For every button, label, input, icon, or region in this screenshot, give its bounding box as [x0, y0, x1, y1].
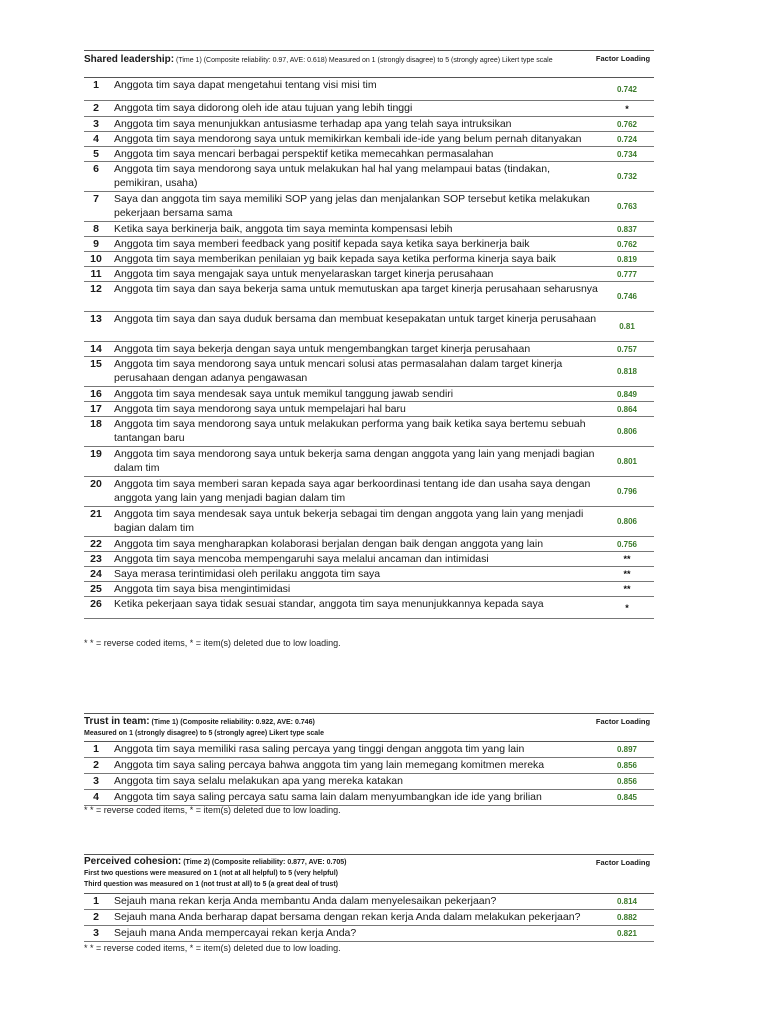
item-number: 4	[93, 133, 99, 145]
table-row	[84, 402, 654, 417]
item-number: 19	[90, 448, 102, 460]
table-row	[84, 192, 654, 222]
table-row	[84, 597, 654, 619]
item-number: 3	[93, 118, 99, 130]
footnote: * * = reverse coded items, * = item(s) deleted due to low loading.	[84, 638, 341, 648]
item-number: 24	[90, 568, 102, 580]
item-text: Anggota tim saya mendorong saya untuk melakukan performa yang baik ketika saya bertemu sebuah tantangan baru	[114, 418, 586, 444]
table-row	[84, 387, 654, 402]
item-number: 18	[90, 418, 102, 430]
shared-leadership-rows	[84, 78, 654, 619]
factor-loading-value: *	[625, 602, 629, 613]
item-text: Anggota tim saya memberikan penilaian yg baik kepada saya ketika performa kinerja saya baik	[114, 253, 556, 265]
item-number: 6	[93, 163, 99, 175]
factor-loading-value: 0.806	[616, 517, 638, 526]
item-text: Anggota tim saya mendesak saya untuk memikul tanggung jawab sendiri	[114, 388, 454, 400]
item-number: 11	[90, 268, 102, 280]
item-number: 8	[93, 223, 99, 235]
table-row	[84, 477, 654, 507]
table-row	[84, 147, 654, 162]
shared-leadership-table	[84, 50, 654, 619]
table-row	[84, 582, 654, 597]
factor-loading-value: 0.849	[616, 389, 638, 399]
item-text: Anggota tim saya dan saya bekerja sama untuk memutuskan apa target kinerja perusahaan seharusnya	[114, 283, 598, 295]
factor-loading-value: **	[623, 584, 631, 594]
table-row	[84, 237, 654, 252]
table-row	[84, 507, 654, 537]
factor-loading-value: 0.746	[616, 292, 638, 301]
table-row	[84, 417, 654, 447]
item-number: 1	[93, 895, 99, 907]
section-meta: (Time 1) (Composite reliability: 0.922, AVE: 0.746)	[151, 719, 315, 726]
factor-loading-value: 0.856	[616, 761, 638, 770]
item-number: 1	[93, 79, 99, 91]
item-text: Anggota tim saya mengajak saya untuk menyelaraskan target kinerja perusahaan	[114, 268, 494, 280]
item-text: Anggota tim saya mencari berbagai perspektif ketika memecahkan permasalahan	[114, 148, 494, 160]
factor-loading-value: 0.882	[616, 913, 638, 922]
item-text: Ketika pekerjaan saya tidak sesuai standar, anggota tim saya menunjukkannya kepada saya	[114, 598, 544, 610]
item-text: Anggota tim saya memberi feedback yang positif kepada saya ketika saya berkinerja baik	[114, 238, 530, 250]
table-row	[84, 312, 654, 342]
item-number: 25	[90, 583, 102, 595]
perceived-cohesion-header	[84, 854, 654, 894]
factor-loading-value: 0.821	[616, 929, 638, 938]
factor-loading-value: 0.796	[616, 487, 638, 496]
factor-loading-value: 0.81	[619, 322, 635, 331]
section-title: Trust in team:	[84, 716, 150, 727]
item-text: Anggota tim saya memiliki rasa saling percaya yang tinggi dengan anggota tim yang lain	[114, 743, 525, 755]
factor-loading-value: *	[625, 103, 629, 114]
footnote: * * = reverse coded items, * = item(s) deleted due to low loading.	[84, 805, 341, 815]
item-number: 4	[93, 791, 99, 803]
item-number: 9	[93, 238, 99, 250]
table-row	[84, 162, 654, 192]
factor-loading-label: Factor Loading	[595, 717, 651, 726]
table-row	[84, 282, 654, 312]
table-row	[84, 742, 654, 758]
item-text: Anggota tim saya mencoba mempengaruhi saya melalui ancaman dan intimidasi	[114, 553, 489, 565]
item-number: 12	[90, 283, 102, 295]
table-row	[84, 117, 654, 132]
table-row	[84, 357, 654, 387]
table-row	[84, 774, 654, 790]
factor-loading-value: **	[623, 569, 631, 579]
item-number: 3	[93, 775, 99, 787]
trust-in-team-table	[84, 713, 654, 806]
section-meta-2: First two questions were measured on 1 (not at all helpful) to 5 (very helpful)	[84, 870, 338, 877]
table-row	[84, 252, 654, 267]
factor-loading-value: 0.806	[616, 427, 638, 436]
factor-loading-value: 0.837	[616, 224, 638, 234]
item-number: 14	[90, 343, 102, 355]
table-row	[84, 267, 654, 282]
section-meta-2: Measured on 1 (strongly disagree) to 5 (strongly agree) Likert type scale	[84, 730, 325, 737]
factor-loading-value: 0.897	[616, 745, 638, 754]
item-number: 22	[90, 538, 102, 550]
factor-loading-value: 0.818	[616, 367, 638, 376]
item-number: 1	[93, 743, 99, 755]
item-text: Anggota tim saya mengharapkan kolaborasi berjalan dengan baik dengan anggota yang lain	[114, 538, 544, 550]
factor-loading-value: 0.762	[616, 239, 638, 249]
table-row	[84, 552, 654, 567]
item-number: 10	[90, 253, 102, 265]
item-text: Sejauh mana Anda mempercayai rekan kerja Anda?	[114, 927, 357, 939]
factor-loading-value: 0.856	[616, 777, 638, 786]
item-text: Anggota tim saya mendorong saya untuk bekerja sama dengan anggota yang lain yang menjadi bagian dalam tim	[114, 448, 595, 474]
table-row	[84, 926, 654, 942]
section-title: Shared leadership:	[84, 54, 175, 65]
item-text: Sejauh mana rekan kerja Anda membantu Anda dalam menyelesaikan pekerjaan?	[114, 895, 497, 907]
item-number: 7	[93, 193, 99, 205]
table-row	[84, 758, 654, 774]
item-text: Anggota tim saya memberi saran kepada saya agar berkoordinasi tentang ide dan usaha saya dengan anggota yang lain yang menjadi bagian dalam tim	[114, 478, 591, 504]
section-meta-3: Third question was measured on 1 (not trust at all) to 5 (a great deal of trust)	[84, 881, 338, 888]
factor-loading-value: 0.864	[616, 404, 638, 414]
item-number: 2	[93, 911, 99, 923]
item-number: 21	[90, 508, 102, 520]
table-row	[84, 910, 654, 926]
item-number: 2	[93, 102, 99, 114]
item-text: Anggota tim saya mendesak saya untuk bekerja sebagai tim dengan anggota yang lain yang menjadi bagian dalam tim	[114, 508, 584, 534]
table-row	[84, 78, 654, 101]
item-text: Saya merasa terintimidasi oleh perilaku anggota tim saya	[114, 568, 381, 580]
factor-loading-value: 0.757	[616, 344, 638, 354]
factor-loading-value: 0.801	[616, 457, 638, 466]
factor-loading-value: 0.756	[616, 539, 638, 549]
factor-loading-value: 0.762	[616, 119, 638, 129]
item-text: Anggota tim saya mendorong saya untuk mempelajari hal baru	[114, 403, 406, 415]
table-row	[84, 567, 654, 582]
factor-loading-value: 0.845	[616, 793, 638, 802]
table-row	[84, 894, 654, 910]
factor-loading-value: 0.777	[616, 269, 638, 279]
item-number: 23	[90, 553, 102, 565]
item-number: 13	[90, 313, 102, 325]
item-text: Ketika saya berkinerja baik, anggota tim saya meminta kompensasi lebih	[114, 223, 453, 235]
factor-loading-value: 0.734	[616, 149, 638, 159]
item-text: Saya dan anggota tim saya memiliki SOP yang jelas dan menjalankan SOP tersebut ketika melakukan pekerjaan bersama sama	[114, 193, 590, 219]
item-text: Anggota tim saya mendorong saya untuk memikirkan kembali ide-ide yang belum pernah ditanyakan	[114, 133, 582, 145]
item-text: Sejauh mana Anda berharap dapat bersama dengan rekan kerja Anda dalam melakukan pekerjaan?	[114, 911, 581, 923]
item-text: Anggota tim saya bisa mengintimidasi	[114, 583, 291, 595]
item-number: 26	[90, 598, 102, 610]
trust-in-team-header	[84, 713, 654, 742]
item-text: Anggota tim saya saling percaya satu sama lain dalam menyumbangkan ide ide yang brilian	[114, 791, 542, 803]
item-text: Anggota tim saya menunjukkan antusiasme terhadap apa yang telah saya intruksikan	[114, 118, 512, 130]
item-number: 2	[93, 759, 99, 771]
item-text: Anggota tim saya bekerja dengan saya untuk mengembangkan target kinerja perusahaan	[114, 343, 531, 355]
item-number: 3	[93, 927, 99, 939]
factor-loading-value: 0.814	[616, 897, 638, 906]
section-meta: (Time 1) (Composite reliability: 0.97, AVE: 0.618) Measured on 1 (strongly disagree) to 5 (strongly agree) Likert type scale	[175, 57, 553, 64]
item-number: 20	[90, 478, 102, 490]
table-row	[84, 342, 654, 357]
factor-loading-label: Factor Loading	[595, 858, 651, 867]
table-row	[84, 132, 654, 147]
item-text: Anggota tim saya dan saya duduk bersama dan membuat kesepakatan untuk target kinerja perusahaan	[114, 313, 597, 325]
factor-loading-value: 0.732	[616, 172, 638, 181]
factor-loading-value: 0.724	[616, 134, 638, 144]
item-number: 15	[90, 358, 102, 370]
table-row	[84, 101, 654, 117]
footnote: * * = reverse coded items, * = item(s) deleted due to low loading.	[84, 943, 341, 953]
section-title: Perceived cohesion:	[84, 856, 182, 867]
item-text: Anggota tim saya selalu melakukan apa yang mereka katakan	[114, 775, 403, 787]
factor-loading-value: 0.819	[616, 254, 638, 264]
item-text: Anggota tim saya mendorong saya untuk mencari solusi atas permasalahan dalam target kinerja perusahaan dengan adanya pengawasan	[114, 358, 563, 384]
item-number: 16	[90, 388, 102, 400]
factor-loading-value: 0.742	[616, 84, 638, 94]
factor-loading-value: **	[623, 554, 631, 564]
item-text: Anggota tim saya didorong oleh ide atau tujuan yang lebih tinggi	[114, 102, 413, 114]
factor-loading-value: 0.763	[616, 202, 638, 211]
table-row	[84, 790, 654, 806]
item-text: Anggota tim saya mendorong saya untuk melakukan hal hal yang melampaui batas (tindakan, pemikiran, usaha)	[114, 163, 551, 189]
item-text: Anggota tim saya saling percaya bahwa anggota tim yang lain memegang komitmen mereka	[114, 759, 545, 771]
section-meta: (Time 2) (Composite reliability: 0.877, AVE: 0.705)	[183, 859, 347, 866]
table-row	[84, 447, 654, 477]
item-text: Anggota tim saya dapat mengetahui tentang visi misi tim	[114, 79, 377, 91]
table-row	[84, 537, 654, 552]
shared-leadership-header	[84, 50, 654, 78]
perceived-cohesion-table	[84, 854, 654, 942]
trust-in-team-rows	[84, 742, 654, 806]
perceived-cohesion-rows	[84, 894, 654, 942]
item-number: 5	[93, 148, 99, 160]
table-row	[84, 222, 654, 237]
factor-loading-label: Factor Loading	[595, 54, 651, 63]
item-number: 17	[90, 403, 102, 415]
